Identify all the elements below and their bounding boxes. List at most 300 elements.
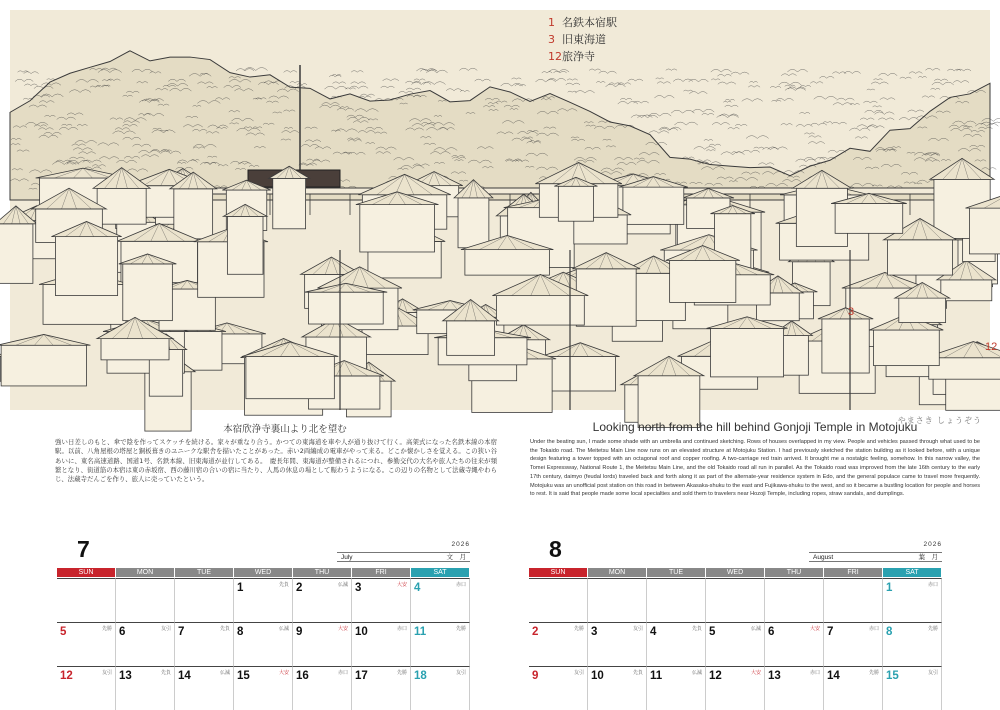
tree-scribble (934, 79, 948, 81)
house-wall (246, 356, 334, 398)
house-wall (1, 345, 86, 386)
calendar-day (824, 622, 883, 666)
weekday-thu: THU (293, 568, 352, 577)
calendar-day (883, 622, 942, 666)
illustration-legend (548, 14, 617, 65)
day-number: 5 (60, 626, 67, 638)
weekday-tue: TUE (647, 568, 706, 577)
tree-scribble (692, 109, 714, 112)
tree-scribble (931, 88, 941, 89)
tree-scribble (567, 79, 578, 80)
tree-scribble (709, 144, 721, 145)
calendar-empty-cell (706, 578, 765, 622)
tree-scribble (689, 92, 707, 94)
tree-scribble (833, 103, 852, 105)
calendar-empty-cell (175, 578, 234, 622)
day-number: 2 (532, 626, 539, 638)
day-number: 9 (296, 626, 303, 638)
house-wall (888, 240, 953, 275)
tree-scribble (589, 69, 601, 70)
day-number: 4 (414, 582, 421, 594)
calendar-day (57, 666, 116, 710)
tree-scribble (819, 76, 834, 78)
calendar-day (352, 622, 411, 666)
day-number: 7 (178, 626, 185, 638)
house-wall (101, 339, 169, 360)
tree-scribble (808, 142, 825, 144)
rokuyo-label: 大安 (809, 626, 820, 632)
day-number: 3 (355, 582, 362, 594)
weekday-sun: SUN (529, 568, 588, 577)
calendar-grid (529, 578, 942, 710)
tree-scribble (360, 94, 374, 96)
year-label: 2026 (923, 541, 942, 548)
tree-scribble (873, 79, 882, 80)
calendar-day (352, 578, 411, 622)
weekday-thu: THU (765, 568, 824, 577)
weekday-fri: FRI (824, 568, 883, 577)
tree-scribble (723, 101, 731, 102)
tree-scribble (383, 79, 399, 81)
house-wall (55, 237, 117, 296)
tree-scribble (657, 82, 671, 84)
house-wall (174, 189, 213, 239)
tree-scribble (515, 84, 526, 85)
month-name-en: July (341, 554, 353, 561)
caption-body-jp: 強い日差しのもと、傘で陰を作ってスケッチを続ける。家々が重なり合う。かつての東海道を車や人が通り抜けて行く。高架式になった名鉄本線の本宿駅。以前、八角屋根の塔屋と銅板葺きのユニークな駅舎を描いたことがあった。赤い2両編成の電車がやって来る。どこか懐かしさを覚える。この狭い谷あいに、東名高速道路、国道1号、名鉄本線、旧東海道が並行してある。 慶長年間、東海道が整備されるにつれ、参勤交代の大名や旅人たちの往来が頻繁となり、街道筋の本宿は東の赤坂宿、西の藤川宿の合いの宿に当たり、人馬の休息の場として賑わうようになる。この辺りの名物として法蔵寺縄やわらじ、法蔵寺だんごを作り、旅人に売っていたという。 (55, 438, 497, 484)
rokuyo-label: 先勝 (101, 626, 112, 632)
house-wall (447, 321, 495, 356)
tree-scribble (867, 89, 875, 90)
tree-scribble (809, 136, 822, 138)
tree-scribble (746, 136, 769, 139)
rokuyo-label: 大安 (750, 670, 761, 676)
rokuyo-label: 仏滅 (691, 670, 702, 676)
rokuyo-label: 大安 (278, 670, 289, 676)
tree-scribble (804, 157, 825, 160)
tree-scribble (620, 98, 632, 99)
tree-scribble (717, 74, 731, 76)
tree-scribble (15, 79, 33, 81)
rokuyo-label: 赤口 (455, 582, 466, 588)
rokuyo-label: 赤口 (809, 670, 820, 676)
tree-scribble (781, 74, 796, 76)
house-roof (541, 343, 620, 357)
calendar-day (883, 578, 942, 622)
weekday-header (529, 568, 942, 577)
calendar-empty-cell (824, 578, 883, 622)
rokuyo-label: 友引 (573, 670, 584, 676)
tree-scribble (922, 96, 935, 98)
house-wall (360, 205, 435, 252)
rokuyo-label: 赤口 (396, 626, 407, 632)
tree-scribble (779, 82, 802, 85)
calendar-day (529, 666, 588, 710)
tree-scribble (628, 79, 643, 81)
tree-scribble (711, 79, 720, 80)
day-number: 18 (414, 670, 427, 682)
tree-scribble (648, 113, 671, 116)
rokuyo-label: 先負 (219, 626, 230, 632)
tree-scribble (596, 82, 605, 83)
month-name-jp: 葉 月 (918, 554, 938, 561)
day-number: 5 (709, 626, 716, 638)
calendar-day (293, 666, 352, 710)
house-wall (465, 250, 550, 276)
calendar-day (175, 622, 234, 666)
calendar-day (175, 666, 234, 710)
day-number: 8 (237, 626, 244, 638)
month-name-en: August (813, 554, 834, 561)
tree-scribble (748, 86, 760, 87)
calendar-day (116, 622, 175, 666)
caption-title-en: Looking north from the hill behind Gonjoji Temple in Motojuku (592, 420, 918, 434)
rokuyo-label: 仏滅 (219, 670, 230, 676)
calendar-day (529, 622, 588, 666)
tree-scribble (704, 140, 713, 141)
month-number: 7 (77, 536, 90, 562)
day-number: 11 (650, 670, 663, 682)
tree-scribble (823, 122, 832, 123)
tree-scribble (878, 118, 894, 120)
day-number: 14 (827, 670, 840, 682)
tree-scribble (900, 77, 912, 78)
tree-scribble (956, 69, 971, 71)
tree-scribble (918, 76, 926, 77)
day-number: 8 (886, 626, 893, 638)
artist-signature: やまさき しょうぞう (897, 416, 982, 425)
day-number: 10 (355, 626, 368, 638)
weekday-header (57, 568, 470, 577)
tree-scribble (731, 72, 749, 74)
tree-scribble (781, 124, 793, 125)
weekday-sun: SUN (57, 568, 116, 577)
calendar-empty-cell (647, 578, 706, 622)
tree-scribble (566, 83, 580, 85)
tree-scribble (47, 79, 55, 80)
house-wall (458, 198, 489, 248)
tree-scribble (333, 82, 346, 84)
tree-scribble (855, 137, 868, 139)
rokuyo-label: 先勝 (396, 670, 407, 676)
tree-scribble (785, 85, 796, 86)
tree-scribble (284, 71, 297, 73)
month-name-bar (337, 552, 470, 562)
tree-scribble (749, 82, 757, 83)
day-number: 16 (296, 670, 309, 682)
tree-scribble (459, 68, 477, 70)
calendar-empty-cell (116, 578, 175, 622)
day-number: 10 (591, 670, 604, 682)
rokuyo-label: 仏滅 (278, 626, 289, 632)
tree-scribble (426, 70, 447, 73)
caption-body-en: Under the beating sun, I made some shade with an umbrella and continued sketching. Rows of houses overlapped in my view. People and vehicles passed through what used to be the Tokaido road. The Meitetsu Main Line now runs on an elevated structure at Motojuku Station. I had previously sketched the station building as it looked before, with a unique design featuring a tower topped with an octagonal roof and copper roofing. A two-carriage red train arrived. It brought me a nostalgic feeling, somehow. In this narrow valley, the Tomei Expressway, National Route 1, the Meitetsu Main Line, and the old Tokaido road all run in parallel. As the Tokaido road was improved from the late 16th century to the early 17th century, daimyo (feudal lords) traveled back and forth along it as part of the alternate-year residence system in Edo, and the general populace came to travel more frequently. Motojuku was an unofficial post station on this road in between Akasaka-shuku to the east and Fujikawa-shuku to the west, and so it became a bustling location for people and horses to rest. It is said that people made some local specialties and sold them to travelers near Hozoji Temple, including ropes, straw sandals, and dumplings. (530, 439, 980, 498)
house-wall (711, 328, 784, 376)
year-label: 2026 (451, 541, 470, 548)
tree-scribble (860, 118, 874, 120)
tree-scribble (706, 150, 715, 151)
tree-scribble (867, 126, 884, 128)
calendar-day (234, 622, 293, 666)
tree-scribble (725, 99, 735, 100)
rokuyo-label: 赤口 (927, 582, 938, 588)
tree-scribble (770, 86, 781, 87)
weekday-mon: MON (588, 568, 647, 577)
tree-scribble (879, 73, 898, 75)
tree-scribble (799, 112, 810, 113)
calendar-day (765, 666, 824, 710)
tree-scribble (351, 82, 366, 84)
tree-scribble (725, 105, 739, 107)
rokuyo-label: 先勝 (455, 626, 466, 632)
tree-scribble (446, 89, 462, 91)
house-wall (822, 319, 869, 373)
tree-scribble (542, 72, 552, 73)
tree-scribble (837, 98, 854, 100)
tree-scribble (814, 96, 837, 99)
tree-scribble (297, 84, 307, 85)
tree-scribble (329, 75, 341, 77)
tree-scribble (512, 78, 522, 79)
sketch-illustration (10, 10, 998, 410)
calendar-day (647, 622, 706, 666)
rokuyo-label: 大安 (337, 626, 348, 632)
tree-scribble (844, 71, 861, 73)
calendar-day (411, 622, 470, 666)
house-wall (899, 298, 946, 322)
rokuyo-label: 先負 (278, 582, 289, 588)
tree-scribble (618, 101, 638, 104)
day-number: 12 (709, 670, 722, 682)
house-wall (969, 208, 1000, 254)
house-wall (309, 292, 384, 324)
tree-scribble (599, 71, 617, 73)
tree-scribble (414, 79, 425, 80)
tree-scribble (656, 78, 664, 79)
tree-scribble (832, 122, 847, 124)
calendar-day (883, 666, 942, 710)
day-number: 1 (237, 582, 244, 594)
month-number: 8 (549, 536, 562, 562)
tree-scribble (406, 88, 421, 90)
tree-scribble (787, 69, 807, 72)
tree-scribble (535, 79, 555, 82)
location-marker: 12 (985, 341, 998, 353)
legend-item-12: 12旅浄寺 (548, 50, 595, 63)
tree-scribble (925, 68, 940, 70)
tree-scribble (811, 123, 827, 125)
day-number: 15 (886, 670, 899, 682)
calendar-day (293, 578, 352, 622)
tree-scribble (849, 128, 870, 131)
weekday-sat: SAT (411, 568, 470, 577)
tree-scribble (810, 82, 823, 84)
legend-item-1: 1 名鉄本宿駅 (548, 16, 617, 29)
tree-scribble (666, 69, 677, 70)
house-wall (97, 188, 146, 224)
tree-scribble (762, 148, 778, 150)
calendar-day (352, 666, 411, 710)
month-name-bar (809, 552, 942, 562)
tree-scribble (804, 133, 814, 134)
calendar-day (765, 622, 824, 666)
rokuyo-label: 友引 (160, 626, 171, 632)
tree-scribble (800, 85, 811, 86)
tree-scribble (735, 124, 747, 126)
rokuyo-label: 先負 (632, 670, 643, 676)
rokuyo-label: 友引 (455, 670, 466, 676)
month-name-jp: 文 月 (446, 554, 466, 561)
day-number: 1 (886, 582, 893, 594)
tree-scribble (711, 69, 732, 72)
tree-scribble (728, 128, 740, 129)
tree-scribble (325, 86, 348, 89)
calendar-day (234, 578, 293, 622)
tree-scribble (796, 124, 813, 126)
tree-scribble (772, 100, 782, 101)
calendar-day (706, 666, 765, 710)
tree-scribble (702, 113, 714, 115)
house-wall (496, 296, 584, 325)
calendar-day (116, 666, 175, 710)
rokuyo-label: 先負 (691, 626, 702, 632)
calendar-day (234, 666, 293, 710)
tree-scribble (649, 131, 669, 134)
tree-scribble (953, 81, 969, 83)
tree-scribble (24, 72, 39, 74)
day-number: 9 (532, 670, 539, 682)
rokuyo-label: 先負 (160, 670, 171, 676)
tree-scribble (909, 72, 922, 74)
tree-scribble (718, 82, 736, 84)
tree-scribble (411, 82, 431, 84)
day-number: 3 (591, 626, 598, 638)
tree-scribble (683, 90, 692, 91)
day-number: 2 (296, 582, 303, 594)
house-wall (835, 204, 903, 234)
weekday-sat: SAT (883, 568, 942, 577)
calendar-day (411, 666, 470, 710)
day-number: 11 (414, 626, 427, 638)
rokuyo-label: 友引 (632, 626, 643, 632)
tree-scribble (742, 99, 763, 102)
calendar-day (57, 622, 116, 666)
tree-scribble (568, 91, 577, 92)
rokuyo-label: 友引 (101, 670, 112, 676)
day-number: 6 (768, 626, 775, 638)
calendar-empty-cell (588, 578, 647, 622)
day-number: 12 (60, 670, 73, 682)
weekday-wed: WED (234, 568, 293, 577)
house-roof (572, 253, 640, 269)
day-number: 17 (355, 670, 368, 682)
rokuyo-label: 友引 (927, 670, 938, 676)
tree-scribble (742, 150, 760, 152)
tree-scribble (290, 82, 301, 83)
tree-scribble (871, 82, 888, 84)
tree-scribble (758, 163, 774, 165)
tree-scribble (673, 79, 693, 81)
rokuyo-label: 仏滅 (337, 582, 348, 588)
calendar-day (411, 578, 470, 622)
house-wall (670, 260, 736, 302)
tree-scribble (381, 86, 395, 88)
rokuyo-label: 仏滅 (750, 626, 761, 632)
house-wall (623, 187, 684, 224)
tree-scribble (606, 84, 626, 87)
tree-scribble (501, 83, 523, 86)
calendar-empty-cell (57, 578, 116, 622)
tree-scribble (475, 79, 491, 81)
house-wall (576, 269, 636, 326)
tree-scribble (399, 91, 414, 93)
weekday-wed: WED (706, 568, 765, 577)
calendar-empty-cell (529, 578, 588, 622)
calendar-day (293, 622, 352, 666)
tree-scribble (796, 159, 817, 162)
tree-scribble (873, 106, 882, 107)
tree-scribble (460, 90, 469, 91)
tree-scribble (24, 84, 37, 86)
tree-scribble (654, 95, 674, 97)
weekday-tue: TUE (175, 568, 234, 577)
day-number: 14 (178, 670, 191, 682)
caption-title-jp: 本宿欣浄寺裏山より北を望む (223, 424, 347, 435)
rokuyo-label: 大安 (396, 582, 407, 588)
house-wall (874, 330, 940, 366)
sketch-drawing (10, 10, 998, 410)
calendar-grid (57, 578, 470, 710)
house-wall (558, 186, 593, 221)
tree-scribble (553, 71, 566, 73)
tree-scribble (863, 101, 877, 103)
house-wall (0, 224, 33, 284)
tree-scribble (236, 69, 254, 71)
calendar-day (824, 666, 883, 710)
calendar-day (588, 666, 647, 710)
calendar-day (706, 622, 765, 666)
tree-scribble (712, 123, 730, 125)
rokuyo-label: 先勝 (868, 670, 879, 676)
calendar-day (588, 622, 647, 666)
house-wall (545, 357, 616, 391)
rokuyo-label: 先勝 (927, 626, 938, 632)
weekday-mon: MON (116, 568, 175, 577)
day-number: 13 (768, 670, 781, 682)
calendar-empty-cell (765, 578, 824, 622)
day-number: 15 (237, 670, 250, 682)
tree-scribble (754, 147, 764, 148)
tree-scribble (880, 98, 895, 100)
tree-scribble (899, 117, 919, 119)
rokuyo-label: 先勝 (573, 626, 584, 632)
day-number: 13 (119, 670, 132, 682)
tree-scribble (720, 114, 739, 116)
tree-scribble (932, 82, 954, 85)
tree-scribble (674, 122, 697, 125)
house-wall (273, 178, 306, 228)
tree-scribble (875, 112, 895, 114)
calendar-day (647, 666, 706, 710)
tree-scribble (671, 110, 694, 113)
day-number: 6 (119, 626, 126, 638)
location-marker: 3 (848, 306, 855, 318)
tree-scribble (694, 146, 716, 149)
day-number: 7 (827, 626, 834, 638)
tree-scribble (908, 110, 924, 112)
rokuyo-label: 赤口 (868, 626, 879, 632)
tree-scribble (351, 71, 363, 73)
